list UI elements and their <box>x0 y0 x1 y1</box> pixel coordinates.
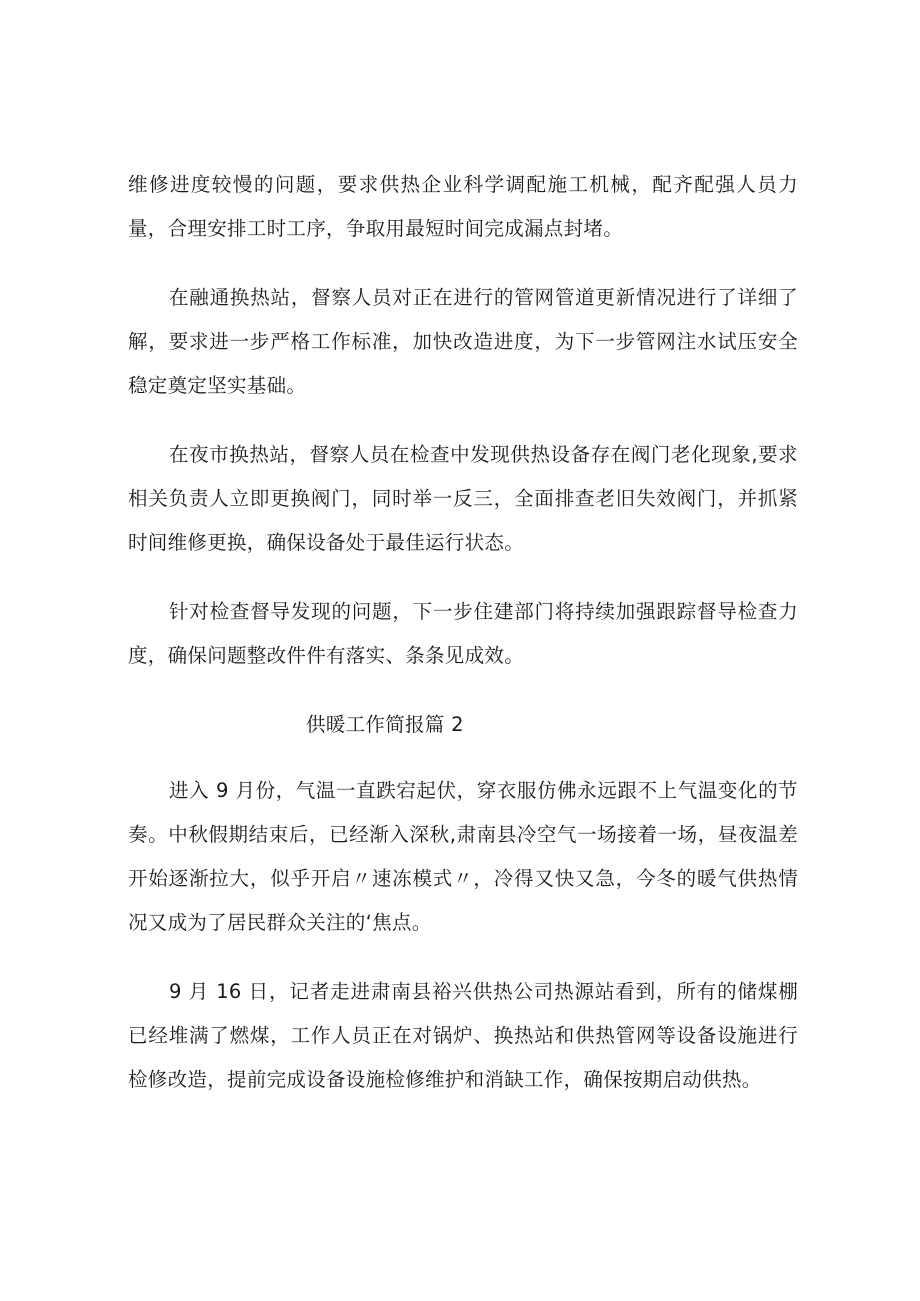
section-title: 供暖工作简报篇 2 <box>306 713 464 736</box>
paragraph-rongtong-station: 在融通换热站，督察人员对正在进行的管网管道更新情况进行了详细了解，要求进一步严格工作标准，加快改造进度，为下一步管网注水试压安全稳定奠定坚实基础。 <box>128 286 798 397</box>
document-body <box>128 163 798 1127</box>
paragraph-continuation: 维修进度较慢的问题，要求供热企业科学调配施工机械，配齐配强人员力量，合理安排工时工序，争取用最短时间完成漏点封堵。 <box>128 173 798 240</box>
paragraph-night-market-station: 在夜市换热站，督察人员在检查中发现供热设备存在阀门老化现象,要求相关负责人立即更换阀门，同时举一反三，全面排查老旧失效阀门，并抓紧时间维修更换，确保设备处于最佳运行状态。 <box>128 443 798 554</box>
paragraph-next-steps: 针对检查督导发现的问题，下一步住建部门将持续加强跟踪督导检查力度，确保问题整改件件有落实、条条见成效。 <box>128 600 798 667</box>
paragraph-september-weather: 进入 9 月份，气温一直跌宕起伏，穿衣服仿佛永远跟不上气温变化的节奏。中秋假期结束后，已经渐入深秋,肃南县冷空气一场接着一场，昼夜温差开始逐渐拉大，似乎开启〃速冻模式〃，冷得又快又急，今冬的暖气供热情况又成为了居民群众关注的‘焦点。 <box>128 779 798 934</box>
paragraph-september-16: 9 月 16 日，记者走进肃南县裕兴供热公司热源站看到，所有的储煤棚已经堆满了燃煤，工作人员正在对锅炉、换热站和供热管网等设备设施进行检修改造，提前完成设备设施检修维护和消缺工作，确保按期启动供热。 <box>128 980 798 1091</box>
